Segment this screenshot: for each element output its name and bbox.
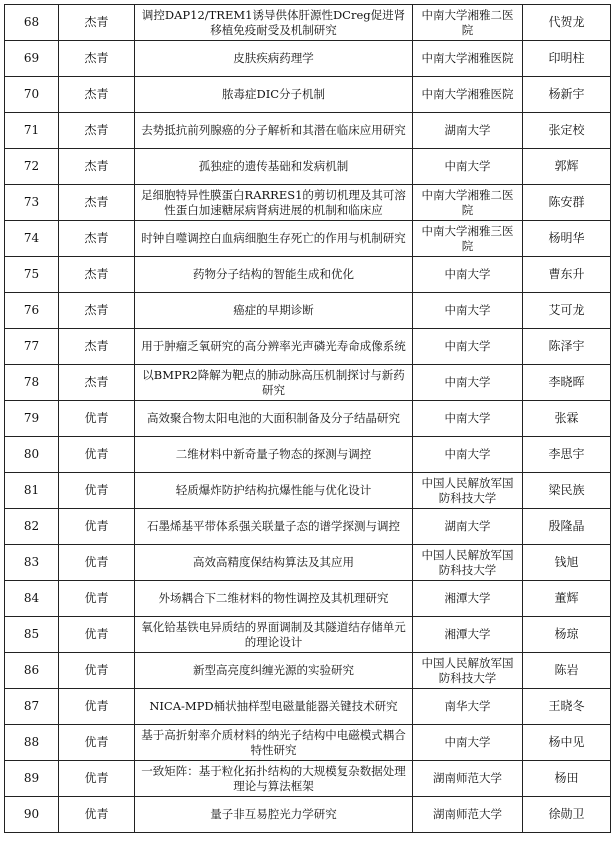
table-row [5, 581, 611, 617]
institution: 湖南大学 [413, 113, 523, 149]
award-type: 优青 [59, 689, 135, 725]
table-row [5, 221, 611, 257]
researcher-name: 曹东升 [523, 257, 611, 293]
institution: 中南大学 [413, 365, 523, 401]
project-title: 一致矩阵：基于粒化拓扑结构的大规模复杂数据处理理论与算法框架 [135, 761, 413, 797]
researcher-name: 陈泽宇 [523, 329, 611, 365]
table-row [5, 329, 611, 365]
project-title: 高效聚合物太阳电池的大面积制备及分子结晶研究 [135, 401, 413, 437]
institution: 南华大学 [413, 689, 523, 725]
researcher-name: 杨田 [523, 761, 611, 797]
project-title: 去势抵抗前列腺癌的分子解析和其潜在临床应用研究 [135, 113, 413, 149]
row-number: 84 [5, 581, 59, 617]
row-number: 81 [5, 473, 59, 509]
row-number: 77 [5, 329, 59, 365]
table-body [5, 5, 611, 833]
award-type: 杰青 [59, 5, 135, 41]
institution: 中国人民解放军国防科技大学 [413, 545, 523, 581]
researcher-name: 董辉 [523, 581, 611, 617]
table-row [5, 509, 611, 545]
researcher-name: 殷隆晶 [523, 509, 611, 545]
project-title: NICA-MPD桶状抽样型电磁量能器关键技术研究 [135, 689, 413, 725]
row-number: 89 [5, 761, 59, 797]
researcher-name: 艾可龙 [523, 293, 611, 329]
institution: 中南大学 [413, 293, 523, 329]
institution: 湖南师范大学 [413, 761, 523, 797]
row-number: 70 [5, 77, 59, 113]
table-row [5, 797, 611, 833]
researcher-name: 印明柱 [523, 41, 611, 77]
researcher-name: 郭辉 [523, 149, 611, 185]
table-row [5, 761, 611, 797]
award-type: 优青 [59, 617, 135, 653]
row-number: 78 [5, 365, 59, 401]
institution: 湖南大学 [413, 509, 523, 545]
row-number: 88 [5, 725, 59, 761]
researcher-name: 徐勋卫 [523, 797, 611, 833]
table-row [5, 365, 611, 401]
project-title: 石墨烯基平带体系强关联量子态的谱学探测与调控 [135, 509, 413, 545]
institution: 中国人民解放军国防科技大学 [413, 473, 523, 509]
award-type: 优青 [59, 725, 135, 761]
row-number: 74 [5, 221, 59, 257]
row-number: 83 [5, 545, 59, 581]
award-type: 优青 [59, 437, 135, 473]
institution: 中国人民解放军国防科技大学 [413, 653, 523, 689]
row-number: 68 [5, 5, 59, 41]
row-number: 82 [5, 509, 59, 545]
project-title: 调控DAP12/TREM1诱导供体肝源性DCreg促进肾移植免疫耐受及机制研究 [135, 5, 413, 41]
table-row [5, 293, 611, 329]
researcher-name: 钱旭 [523, 545, 611, 581]
researcher-name: 梁民族 [523, 473, 611, 509]
table-row [5, 149, 611, 185]
project-title: 用于肿瘤乏氧研究的高分辨率光声磷光寿命成像系统 [135, 329, 413, 365]
table-row [5, 257, 611, 293]
row-number: 71 [5, 113, 59, 149]
project-title: 癌症的早期诊断 [135, 293, 413, 329]
researcher-name: 杨明华 [523, 221, 611, 257]
project-title: 以BMPR2降解为靶点的肺动脉高压机制探讨与新药研究 [135, 365, 413, 401]
project-title: 轻质爆炸防护结构抗爆性能与优化设计 [135, 473, 413, 509]
award-type: 优青 [59, 509, 135, 545]
award-type: 优青 [59, 545, 135, 581]
institution: 中南大学湘雅医院 [413, 77, 523, 113]
table-row [5, 41, 611, 77]
award-type: 优青 [59, 653, 135, 689]
award-type: 优青 [59, 401, 135, 437]
researcher-name: 王晓冬 [523, 689, 611, 725]
table-row [5, 545, 611, 581]
project-title: 外场耦合下二维材料的物性调控及其机理研究 [135, 581, 413, 617]
table-row [5, 5, 611, 41]
row-number: 72 [5, 149, 59, 185]
institution: 中南大学 [413, 401, 523, 437]
award-type: 优青 [59, 797, 135, 833]
institution: 中南大学 [413, 149, 523, 185]
row-number: 79 [5, 401, 59, 437]
table-row [5, 113, 611, 149]
researcher-name: 杨新宇 [523, 77, 611, 113]
project-title: 高效高精度保结构算法及其应用 [135, 545, 413, 581]
project-title: 二维材料中新奇量子物态的探测与调控 [135, 437, 413, 473]
award-type: 优青 [59, 473, 135, 509]
award-type: 杰青 [59, 185, 135, 221]
grant-list-table [4, 4, 611, 833]
researcher-name: 张定校 [523, 113, 611, 149]
award-type: 杰青 [59, 365, 135, 401]
row-number: 73 [5, 185, 59, 221]
project-title: 孤独症的遗传基础和发病机制 [135, 149, 413, 185]
institution: 中南大学湘雅二医院 [413, 5, 523, 41]
row-number: 69 [5, 41, 59, 77]
row-number: 90 [5, 797, 59, 833]
award-type: 杰青 [59, 293, 135, 329]
row-number: 75 [5, 257, 59, 293]
institution: 中南大学 [413, 725, 523, 761]
table-row [5, 437, 611, 473]
project-title: 时钟自噬调控白血病细胞生存死亡的作用与机制研究 [135, 221, 413, 257]
award-type: 优青 [59, 581, 135, 617]
researcher-name: 陈安群 [523, 185, 611, 221]
project-title: 量子非互易腔光力学研究 [135, 797, 413, 833]
award-type: 杰青 [59, 257, 135, 293]
institution: 中南大学湘雅二医院 [413, 185, 523, 221]
row-number: 86 [5, 653, 59, 689]
table-row [5, 725, 611, 761]
researcher-name: 张霖 [523, 401, 611, 437]
row-number: 85 [5, 617, 59, 653]
researcher-name: 李晓晖 [523, 365, 611, 401]
project-title: 新型高亮度纠缠光源的实验研究 [135, 653, 413, 689]
award-type: 杰青 [59, 221, 135, 257]
award-type: 杰青 [59, 41, 135, 77]
institution: 中南大学 [413, 437, 523, 473]
project-title: 药物分子结构的智能生成和优化 [135, 257, 413, 293]
researcher-name: 李思宇 [523, 437, 611, 473]
table-row [5, 617, 611, 653]
institution: 中南大学 [413, 257, 523, 293]
award-type: 杰青 [59, 329, 135, 365]
award-type: 杰青 [59, 113, 135, 149]
table-row [5, 689, 611, 725]
institution: 湖南师范大学 [413, 797, 523, 833]
researcher-name: 代贺龙 [523, 5, 611, 41]
award-type: 杰青 [59, 149, 135, 185]
project-title: 脓毒症DIC分子机制 [135, 77, 413, 113]
table-row [5, 653, 611, 689]
award-type: 杰青 [59, 77, 135, 113]
table-row [5, 473, 611, 509]
institution: 湘潭大学 [413, 617, 523, 653]
table-row [5, 77, 611, 113]
table-row [5, 185, 611, 221]
project-title: 足细胞特异性膜蛋白RARRES1的剪切机理及其可溶性蛋白加速糖尿病肾病进展的机制和临床应 [135, 185, 413, 221]
project-title: 氧化铪基铁电异质结的界面调制及其隧道结存储单元的理论设计 [135, 617, 413, 653]
researcher-name: 杨琼 [523, 617, 611, 653]
project-title: 基于高折射率介质材料的纳光子结构中电磁模式耦合特性研究 [135, 725, 413, 761]
row-number: 76 [5, 293, 59, 329]
institution: 湘潭大学 [413, 581, 523, 617]
institution: 中南大学 [413, 329, 523, 365]
project-title: 皮肤疾病药理学 [135, 41, 413, 77]
institution: 中南大学湘雅医院 [413, 41, 523, 77]
researcher-name: 杨中见 [523, 725, 611, 761]
institution: 中南大学湘雅三医院 [413, 221, 523, 257]
award-type: 优青 [59, 761, 135, 797]
table-row [5, 401, 611, 437]
researcher-name: 陈岩 [523, 653, 611, 689]
row-number: 87 [5, 689, 59, 725]
row-number: 80 [5, 437, 59, 473]
